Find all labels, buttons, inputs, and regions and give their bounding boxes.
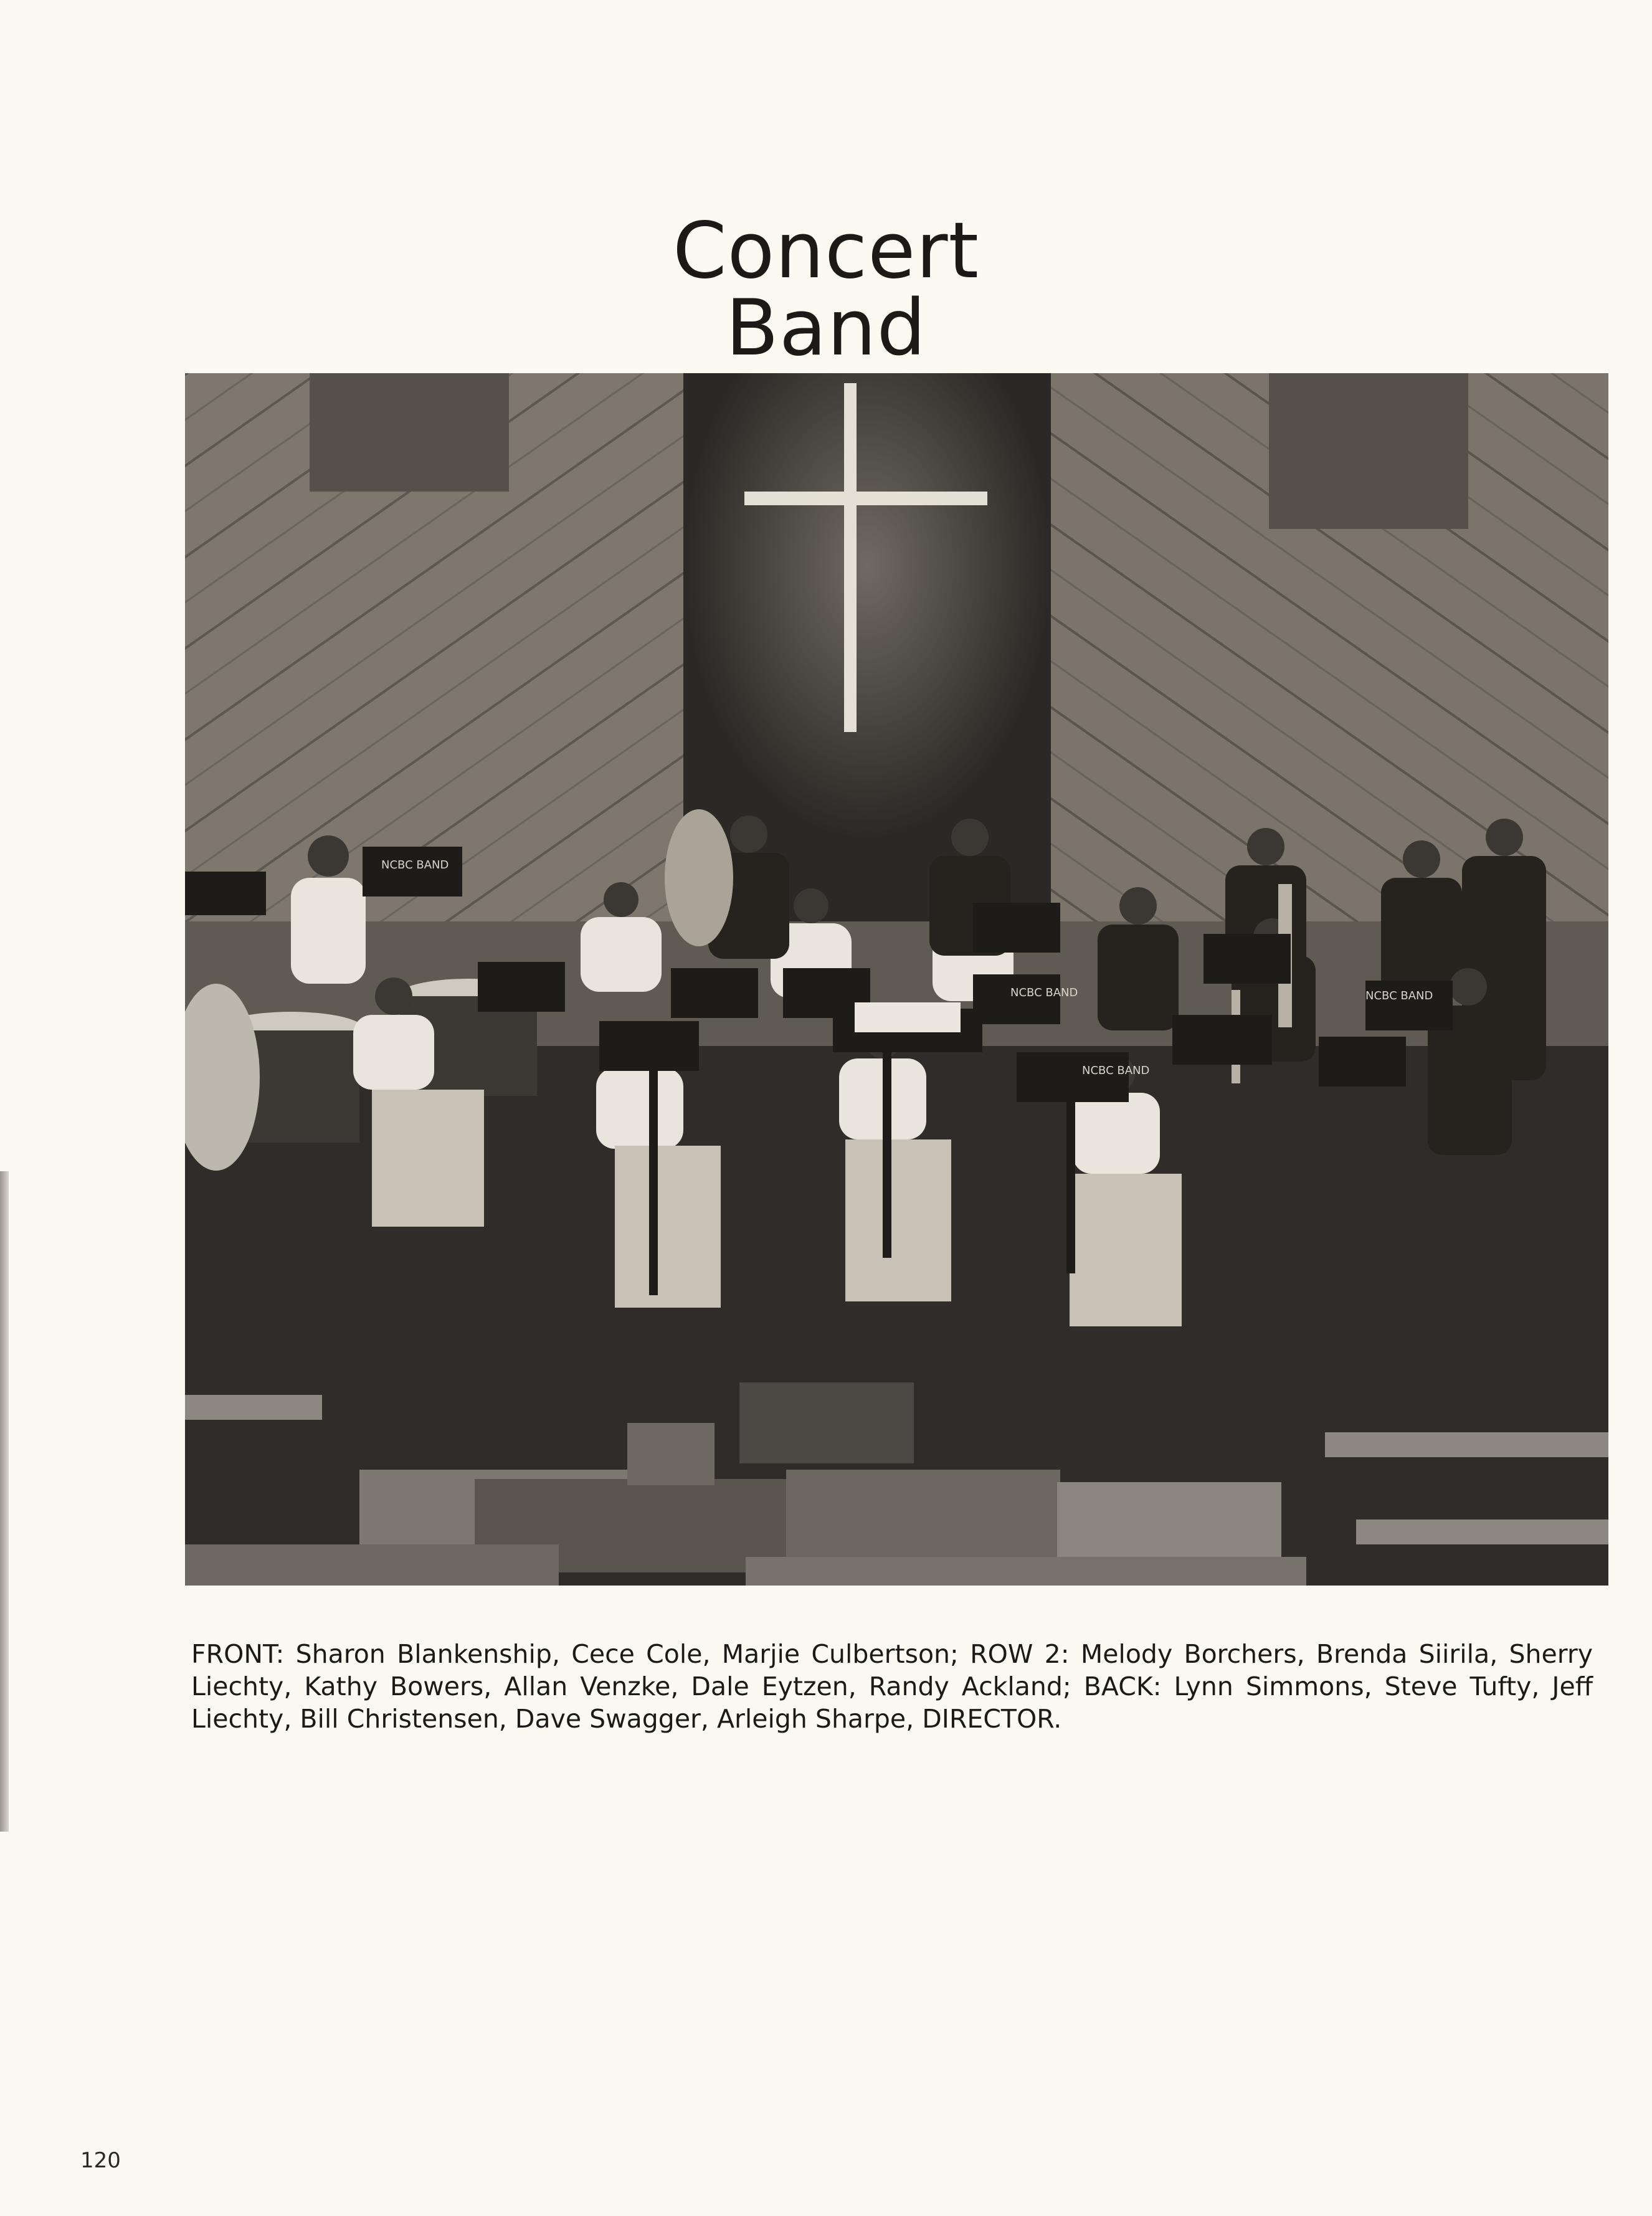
stand-label: NCBC BAND bbox=[1365, 989, 1433, 1002]
page-number: 120 bbox=[80, 2148, 121, 2173]
band-photo-illustration bbox=[185, 373, 1608, 1586]
wall-window-right bbox=[1269, 373, 1468, 529]
page-title bbox=[0, 206, 1652, 374]
wall-window-left bbox=[310, 373, 509, 492]
title-line-1: Concert bbox=[672, 206, 980, 297]
band-photo bbox=[185, 373, 1608, 1586]
scan-edge bbox=[0, 1171, 9, 1832]
stand-label: NCBC BAND bbox=[1010, 986, 1078, 999]
photo-caption: FRONT: Sharon Blankenship, Cece Cole, Marjie Culbertson; ROW 2: Melody Borchers, Brenda Siirila, Sherry Liechty, Kathy Bowers, Allan Venzke, Dale Eytzen, Randy Ackland; BACK: Lynn Simmons, Steve Tufty, Jeff Liechty, Bill Christensen, Dave Swagger, Arleigh Sharpe, DIRECTOR. bbox=[191, 1639, 1593, 1734]
stand-label: NCBC BAND bbox=[1082, 1064, 1150, 1077]
stand-label: NCBC BAND bbox=[381, 858, 449, 872]
title-line-2: Band bbox=[725, 283, 927, 374]
